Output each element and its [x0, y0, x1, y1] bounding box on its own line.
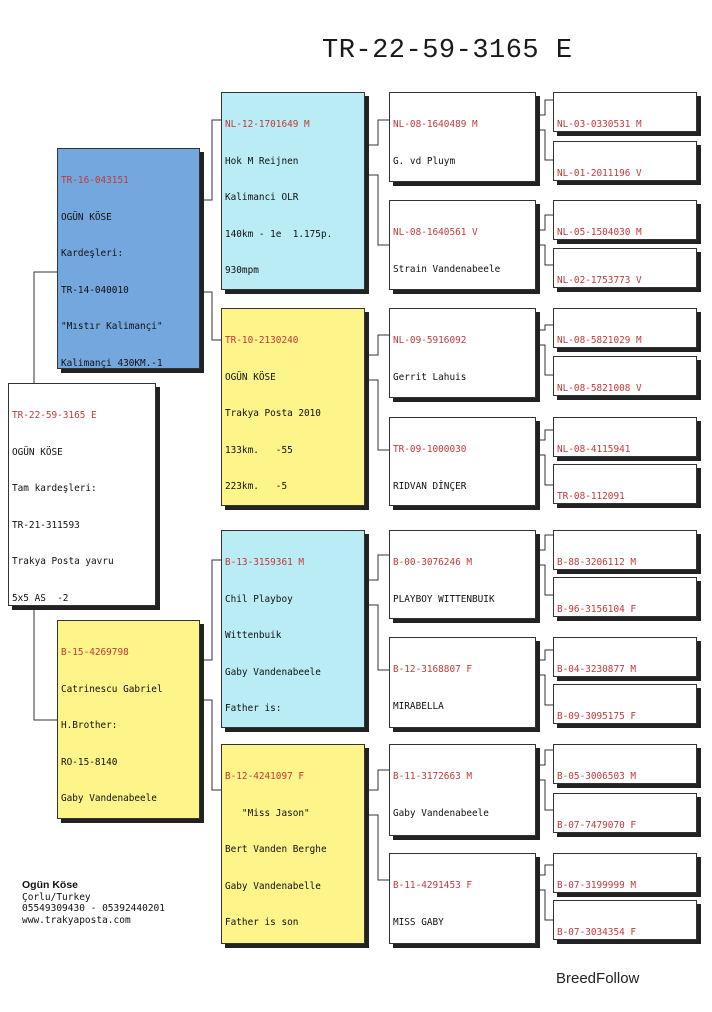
- pigeon-gen4-3[interactable]: [553, 200, 697, 240]
- ring-number: B-12-4241097 F: [225, 771, 305, 783]
- ring-number: TR-22-59-3165 E: [12, 410, 97, 422]
- ring-number: TR-08-112091: [557, 491, 625, 503]
- pigeon-gen3-4[interactable]: TR-09-1000030 RIDVAN DİNÇER: [389, 417, 536, 506]
- ring-number: B-07-3199999 M: [557, 880, 637, 892]
- pigeon-gen4-10[interactable]: [553, 577, 697, 617]
- pigeon-gen3-1[interactable]: NL-08-1640489 M G. vd Pluym: [389, 92, 536, 182]
- ring-number: B-00-3076246 M: [393, 557, 473, 569]
- breeder-name: Ogün Köse: [22, 879, 79, 891]
- ring-number: NL-08-5821029 M: [557, 335, 642, 347]
- pigeon-gen3-6[interactable]: B-12-3168807 F MIRABELLA: [389, 637, 536, 728]
- pigeon-gen3-5[interactable]: B-00-3076246 M PLAYBOY WITTENBUIK: [389, 530, 536, 619]
- ring-number: B-15-4269798: [61, 647, 129, 659]
- ring-number: NL-05-1504030 M: [557, 227, 642, 239]
- breeder-phone: 05549309430 - 05392440201: [22, 903, 165, 914]
- ring-number: NL-12-1701649 M: [225, 119, 310, 131]
- ring-number: B-12-3168807 F: [393, 664, 473, 676]
- ring-number: B-96-3156104 F: [557, 604, 637, 616]
- pigeon-gen4-15[interactable]: [553, 853, 697, 893]
- pigeon-grandsire-maternal[interactable]: B-13-3159361 M Chil Playboy Wittenbuik Gaby Vandenabeele Father is:: [221, 530, 365, 728]
- ring-number: NL-08-5821008 V: [557, 383, 642, 395]
- ring-number: B-07-3034354 F: [557, 927, 637, 939]
- ring-number: NL-09-5916092: [393, 335, 467, 347]
- ring-number: B-11-4291453 F: [393, 880, 473, 892]
- pigeon-gen4-1[interactable]: [553, 92, 697, 132]
- ring-number: TR-16-043151: [61, 175, 129, 187]
- pigeon-dam[interactable]: B-15-4269798 Catrinescu Gabriel H.Brother: RO-15-8140 Gaby Vandenabeele: [57, 620, 200, 819]
- pigeon-gen4-16[interactable]: [553, 900, 697, 940]
- pigeon-gen3-7[interactable]: B-11-3172663 M Gaby Vandenabeele: [389, 744, 536, 836]
- pigeon-gen3-2[interactable]: NL-08-1640561 V Strain Vandenabeele: [389, 200, 536, 290]
- pigeon-gen4-6[interactable]: [553, 356, 697, 396]
- breeder-contact: [22, 880, 165, 926]
- ring-number: TR-09-1000030: [393, 444, 467, 456]
- ring-number: B-05-3006503 M: [557, 771, 637, 783]
- pigeon-gen4-8[interactable]: [553, 464, 697, 504]
- pigeon-gen4-7[interactable]: [553, 417, 697, 457]
- breeder-website[interactable]: www.trakyaposta.com: [22, 914, 131, 926]
- ring-number: NL-01-2011196 V: [557, 168, 642, 180]
- ring-number: NL-02-1753773 V: [557, 275, 642, 287]
- pigeon-gen3-8[interactable]: B-11-4291453 F MISS GABY: [389, 853, 536, 944]
- breeder-city: Çorlu/Turkey: [22, 891, 91, 903]
- pigeon-granddam-maternal[interactable]: B-12-4241097 F "Miss Jason" Bert Vanden Berghe Gaby Vandenabelle Father is son: [221, 744, 365, 944]
- pigeon-gen4-2[interactable]: [553, 141, 697, 181]
- pigeon-gen4-11[interactable]: [553, 637, 697, 677]
- ring-number: NL-08-1640489 M: [393, 119, 478, 131]
- pigeon-subject[interactable]: TR-22-59-3165 E OGÜN KÖSE Tam kardeşleri: TR-21-311593 Trakya Posta yavru 5x5 AS -2: [8, 383, 156, 606]
- ring-number: B-04-3230877 M: [557, 664, 637, 676]
- ring-number: B-07-7479070 F: [557, 820, 637, 832]
- ring-number: NL-08-1640561 V: [393, 227, 478, 239]
- pigeon-grandsire-paternal[interactable]: NL-12-1701649 M Hok M Reijnen Kalimanci OLR 140km - 1e 1.175p. 930mpm: [221, 92, 365, 290]
- ring-number: B-88-3206112 M: [557, 557, 637, 569]
- pigeon-gen4-14[interactable]: [553, 793, 697, 833]
- pigeon-gen3-3[interactable]: NL-09-5916092 Gerrit Lahuis: [389, 308, 536, 398]
- ring-number: NL-03-0330531 M: [557, 119, 642, 131]
- brand-logo-text: BreedFollow: [556, 970, 640, 987]
- pigeon-gen4-9[interactable]: [553, 530, 697, 570]
- pigeon-sire[interactable]: TR-16-043151 OGÜN KÖSE Kardeşleri: TR-14-040010 "Mıstır Kalimançi" Kalimançi 430KM.-1: [57, 148, 200, 369]
- ring-number: TR-10-2130240: [225, 335, 299, 347]
- pigeon-gen4-5[interactable]: [553, 308, 697, 348]
- pigeon-granddam-paternal[interactable]: TR-10-2130240 OGÜN KÖSE Trakya Posta 2010 133km. -55 223km. -5: [221, 308, 365, 506]
- ring-number: B-13-3159361 M: [225, 557, 305, 569]
- ring-number: NL-08-4115941: [557, 444, 631, 456]
- ring-number: B-09-3095175 F: [557, 711, 637, 723]
- ring-number: B-11-3172663 M: [393, 771, 473, 783]
- pigeon-gen4-12[interactable]: [553, 684, 697, 724]
- pigeon-gen4-4[interactable]: [553, 248, 697, 288]
- pigeon-gen4-13[interactable]: [553, 744, 697, 784]
- pedigree-title: TR-22-59-3165 E: [322, 36, 573, 66]
